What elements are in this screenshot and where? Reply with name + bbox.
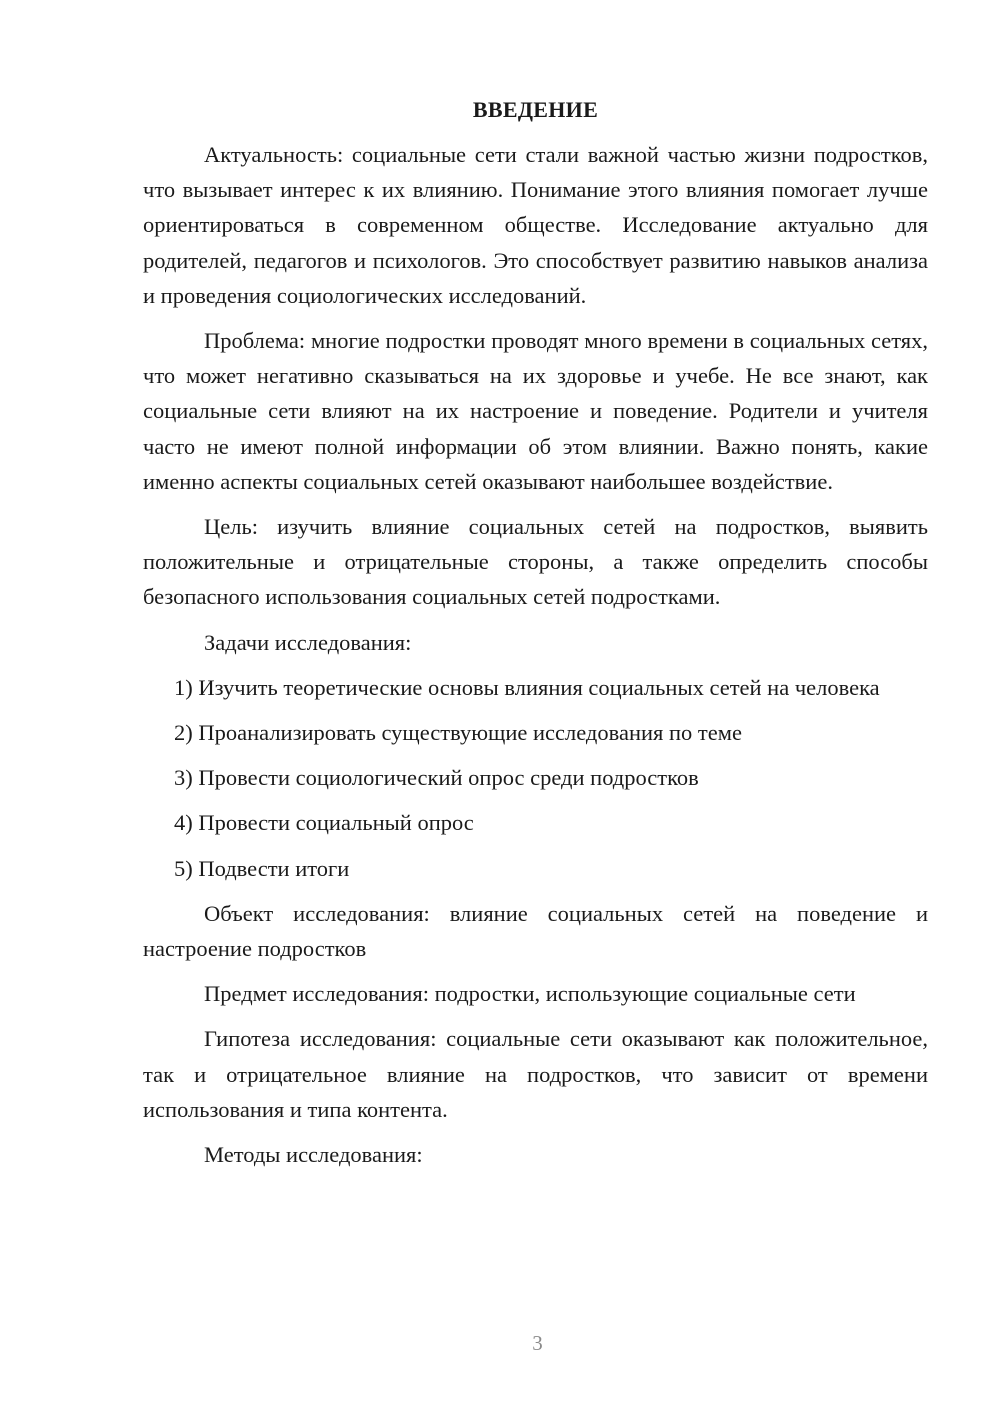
tasks-heading: Задачи исследования:	[204, 629, 412, 655]
task-item-3: 3) Провести социологический опрос среди подростков	[174, 765, 699, 791]
paragraph-object: Объект исследования: влияние социальных сетей на поведение и настроение подростков	[143, 900, 928, 962]
paragraph-problem: Проблема: многие подростки проводят много времени в социальных сетях, что может негативно сказываться на их здоровье и учебе. Не все знают, как социальные сети влияют на их настроение и поведение. Родители и учителя часто не имеют полной информации об этом влиянии. Важно понять, какие именно аспекты социальных сетей оказывают наибольшее воздействие.	[143, 328, 928, 494]
page-title: ВВЕДЕНИЕ	[472, 97, 599, 122]
page-number: 3	[532, 1331, 543, 1355]
paragraph-goal: Цель: изучить влияние социальных сетей на подростков, выявить положительные и отрицательные стороны, а также определить способы безопасного использования социальных сетей подростками.	[143, 514, 928, 610]
task-item-1: 1) Изучить теоретические основы влияния социальных сетей на человека	[174, 674, 880, 700]
methods-heading: Методы исследования:	[204, 1142, 423, 1168]
task-item-2: 2) Проанализировать существующие исследования по теме	[174, 720, 742, 746]
task-item-4: 4) Провести социальный опрос	[174, 810, 474, 836]
paragraph-subject: Предмет исследования: подростки, использующие социальные сети	[204, 981, 856, 1007]
paragraph-hypothesis: Гипотеза исследования: социальные сети оказывают как положительное, так и отрицательное влияние на подростков, что зависит от времени использования и типа контента.	[143, 1026, 928, 1122]
document-page	[143, 92, 928, 1182]
paragraph-relevance: Актуальность: социальные сети стали важной частью жизни подростков, что вызывает интерес к их влиянию. Понимание этого влияния помогает лучше ориентироваться в современном обществе. Исследование актуально для родителей, педагогов и психологов. Это способствует развитию навыков анализа и проведения социологических исследований.	[143, 142, 928, 308]
task-item-5: 5) Подвести итоги	[174, 855, 350, 881]
